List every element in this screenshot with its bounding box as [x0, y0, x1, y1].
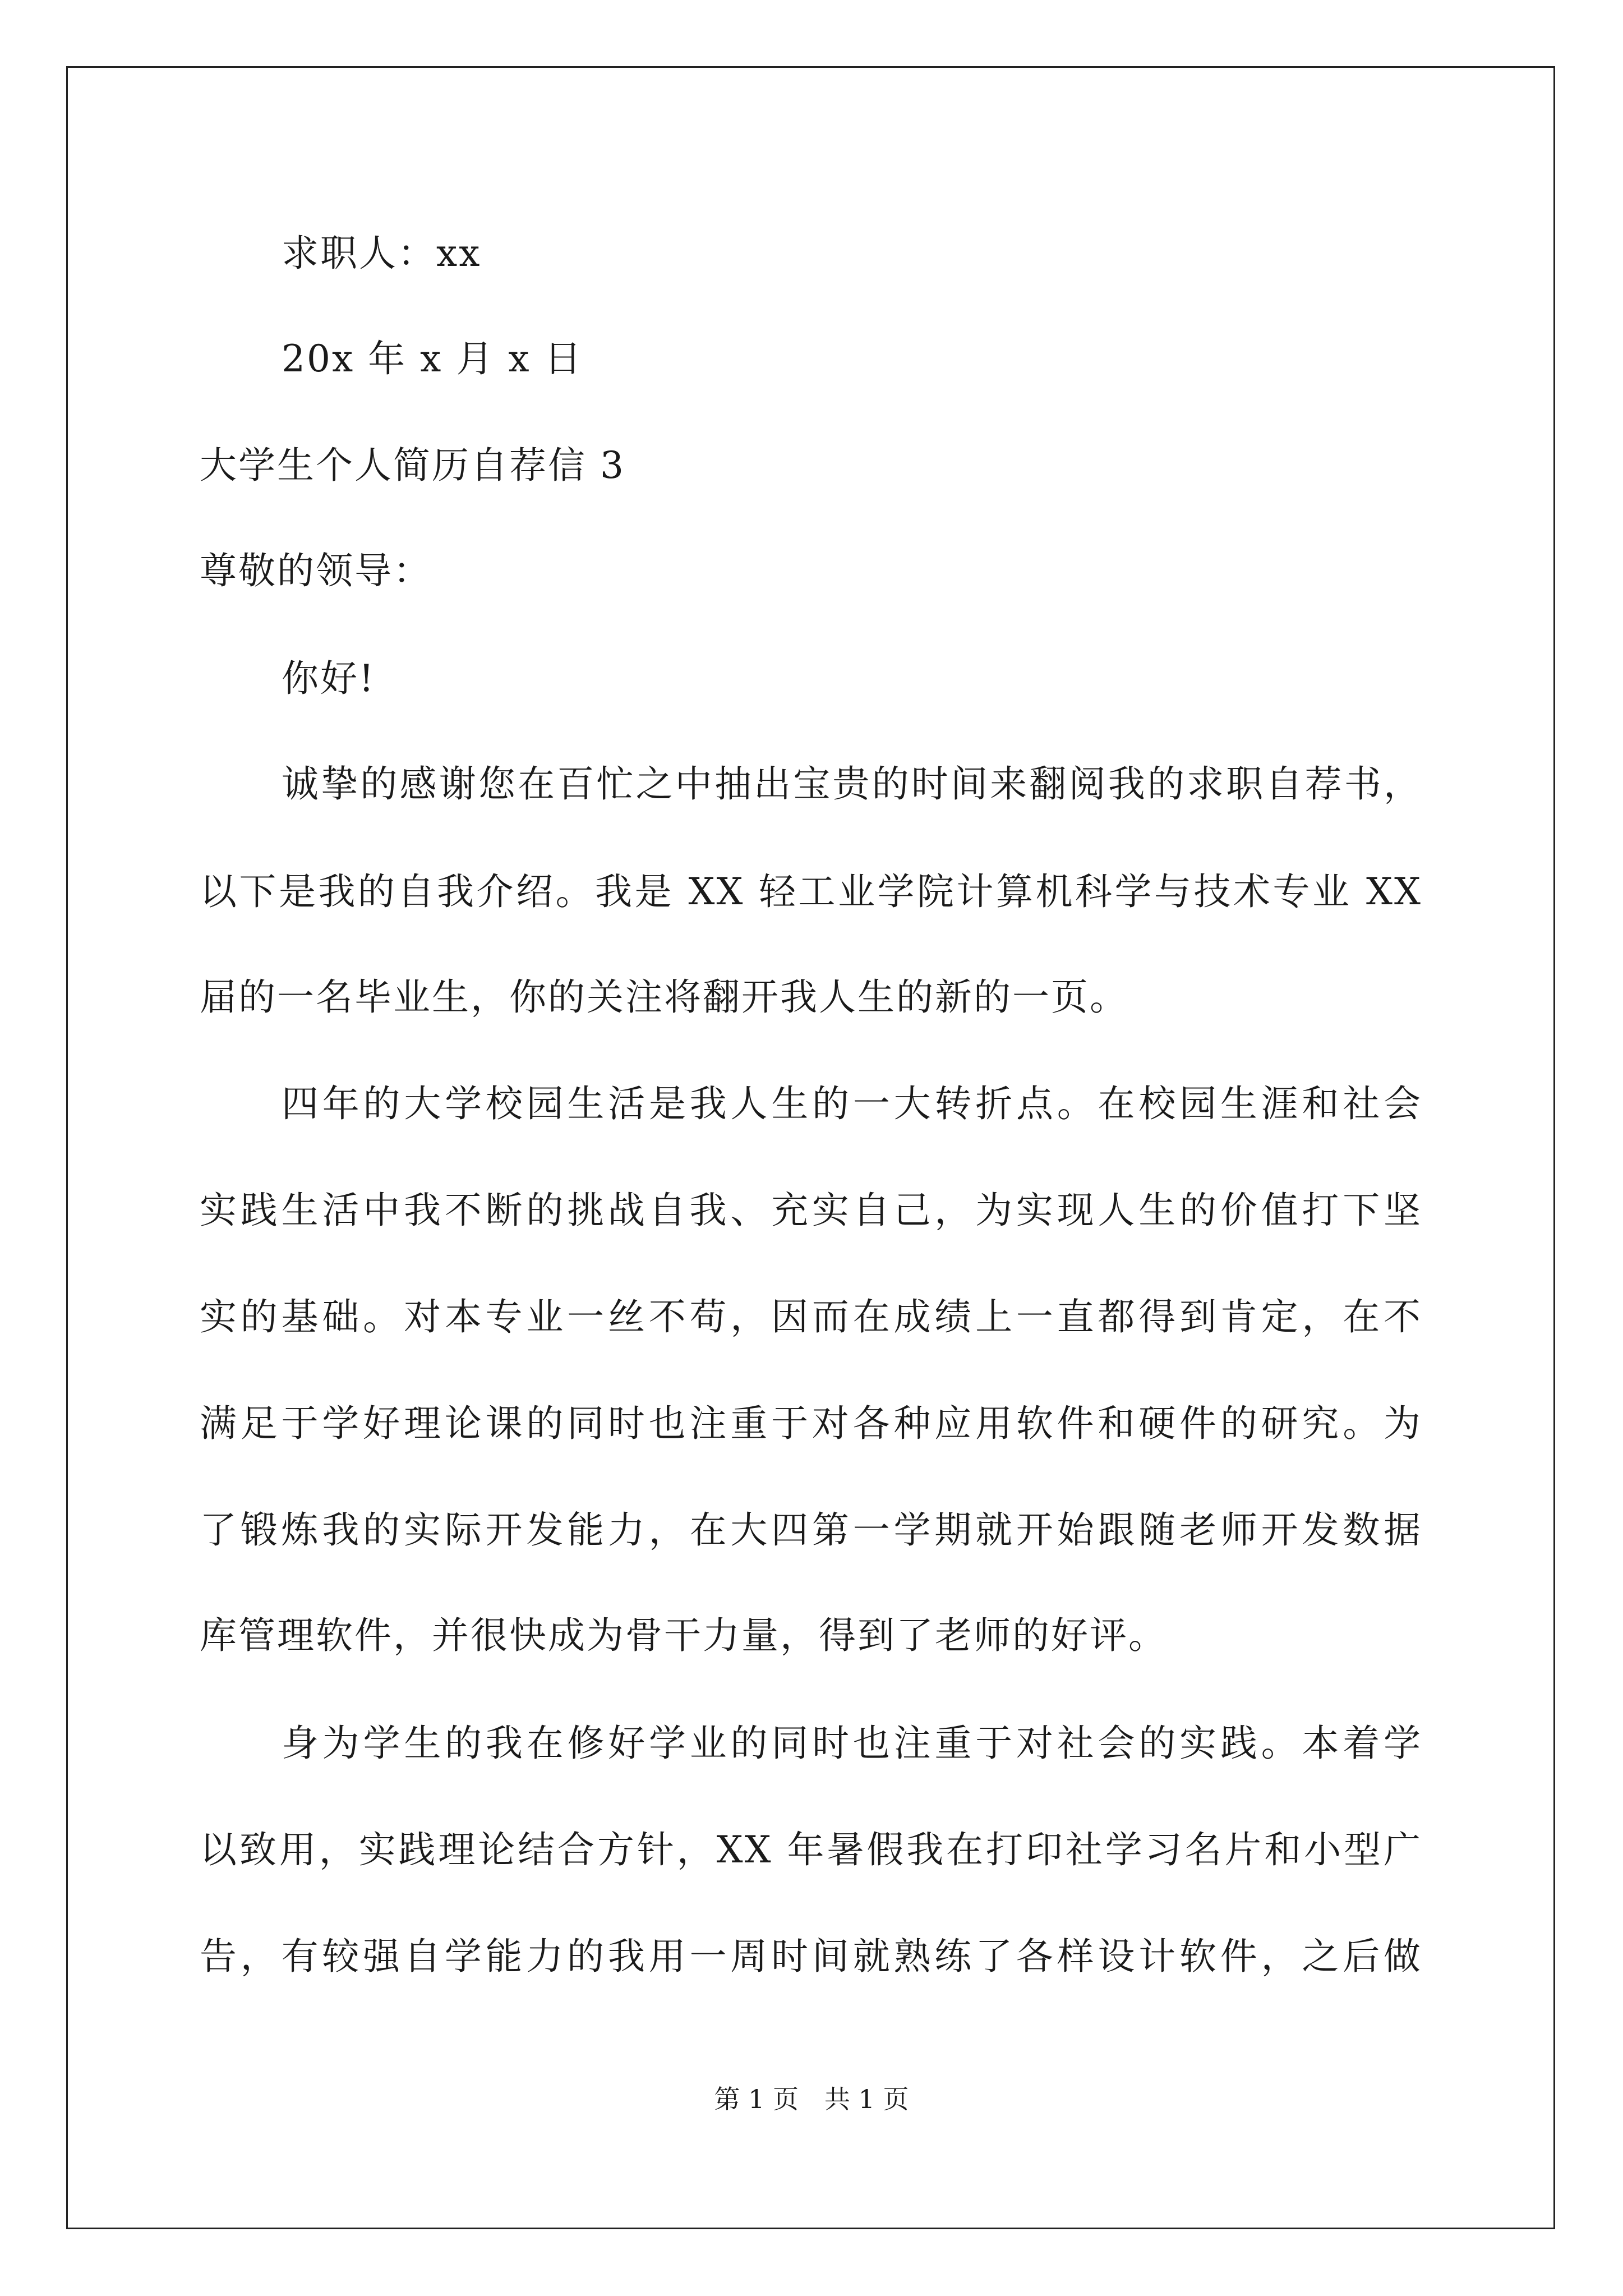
- greeting: 你好!: [282, 657, 376, 700]
- paragraph-line: 实的基础。对本专业一丝不苟，因而在成绩上一直都得到肯定，在不: [200, 1295, 1422, 1338]
- paragraph-line: 诚挚的感谢您在百忙之中抽出宝贵的时间来翻阅我的求职自荐书，: [282, 762, 1422, 806]
- paragraph-line: 实践生活中我不断的挑战自我、充实自己，为实现人生的价值打下坚: [200, 1189, 1422, 1232]
- date-line: 20x 年 x 月 x 日: [282, 337, 583, 380]
- paragraph-line: 身为学生的我在修好学业的同时也注重于对社会的实践。本着学: [282, 1722, 1422, 1765]
- paragraph-line: 届的一名毕业生，你的关注将翻开我人生的新的一页。: [200, 976, 1128, 1019]
- paragraph-line: 库管理软件，并很快成为骨干力量，得到了老师的好评。: [200, 1614, 1167, 1657]
- paragraph-line: 满足于学好理论课的同时也注重于对各种应用软件和硬件的研究。为: [200, 1402, 1422, 1445]
- paragraph-line: 告，有较强自学能力的我用一周时间就熟练了各样设计软件，之后做: [200, 1935, 1422, 1978]
- page-footer: 第 1 页 共 1 页: [714, 2084, 909, 2114]
- page-border: [66, 66, 1555, 2229]
- salutation: 尊敬的领导：: [200, 549, 432, 592]
- letter-title: 大学生个人简历自荐信 3: [200, 444, 625, 487]
- paragraph-line: 四年的大学校园生活是我人生的一大转折点。在校园生涯和社会: [282, 1082, 1422, 1125]
- paragraph-line: 了锻炼我的实际开发能力，在大四第一学期就开始跟随老师开发数据: [200, 1508, 1422, 1552]
- applicant-line: 求职人：xx: [282, 232, 482, 275]
- paragraph-line: 以下是我的自我介绍。我是 XX 轻工业学院计算机科学与技术专业 XX: [200, 870, 1422, 913]
- paragraph-line: 以致用，实践理论结合方针，XX 年暑假我在打印社学习名片和小型广: [200, 1828, 1422, 1871]
